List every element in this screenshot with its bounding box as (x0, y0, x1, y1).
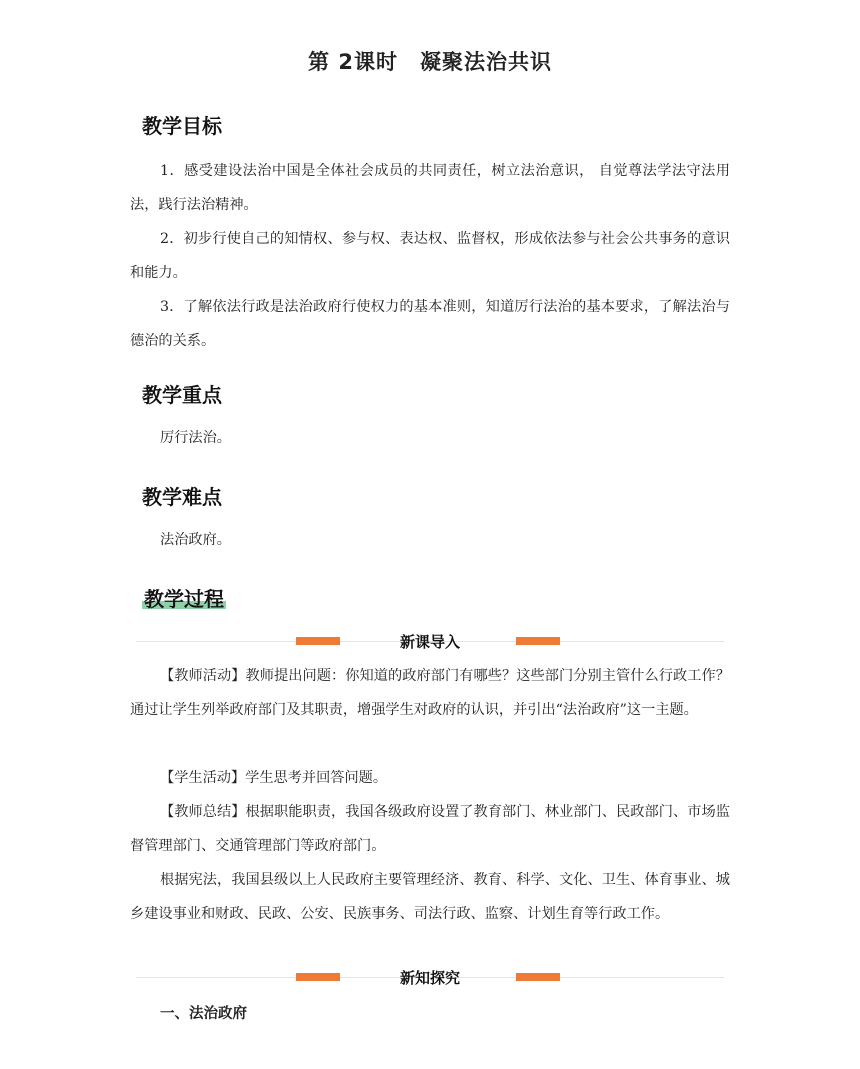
sub-heading: 一、法治政府 (160, 1006, 247, 1022)
constitution-paragraph: 根据宪法，我国县级以上人民政府主要管理经济、教育、科学、文化、卫生、体育事业、城乡建设事业和财政、民政、公安、民族事务、司法行政、监察、计划生育等行政工作。 (130, 872, 730, 922)
objective-item: 3．了解依法行政是法治政府行使权力的基本准则，知道厉行法治的基本要求，了解法治与德治的关系。 (130, 299, 730, 349)
objective-item: 1．感受建设法治中国是全体社会成员的共同责任，树立法治意识， 自觉尊法学法守法用法，践行法治精神。 (130, 163, 730, 213)
explore-label: 新知探究 (399, 969, 460, 987)
key-point-text: 厉行法治。 (160, 430, 231, 446)
objective-item: 2．初步行使自己的知情权、参与权、表达权、监督权，形成依法参与社会公共事务的意识和能力。 (130, 231, 730, 281)
teacher-activity-paragraph: 【教师活动】教师提出问题：你知道的政府部门有哪些？这些部门分别主管什么行政工作？通过让学生列举政府部门及其职责，增强学生对政府的认识，并引出“法治政府”这一主题。 (130, 668, 730, 718)
page-title: 第 2课时 凝聚法治共识 (308, 50, 552, 74)
difficulty-text: 法治政府。 (160, 532, 231, 548)
key-point-heading: 教学重点 (142, 383, 222, 407)
student-activity-paragraph: 【学生活动】学生思考并回答问题。 (160, 770, 388, 786)
teacher-summary-paragraph: 【教师总结】根据职能职责，我国各级政府设置了教育部门、林业部门、民政部门、市场监督管理部门、交通管理部门等政府部门。 (130, 804, 730, 854)
intro-divider (136, 632, 724, 652)
explore-divider (136, 968, 724, 988)
difficulty-heading: 教学难点 (142, 485, 222, 509)
process-heading: 教学过程 (142, 583, 226, 612)
intro-label: 新课导入 (399, 633, 460, 651)
objectives-heading: 教学目标 (142, 114, 222, 138)
